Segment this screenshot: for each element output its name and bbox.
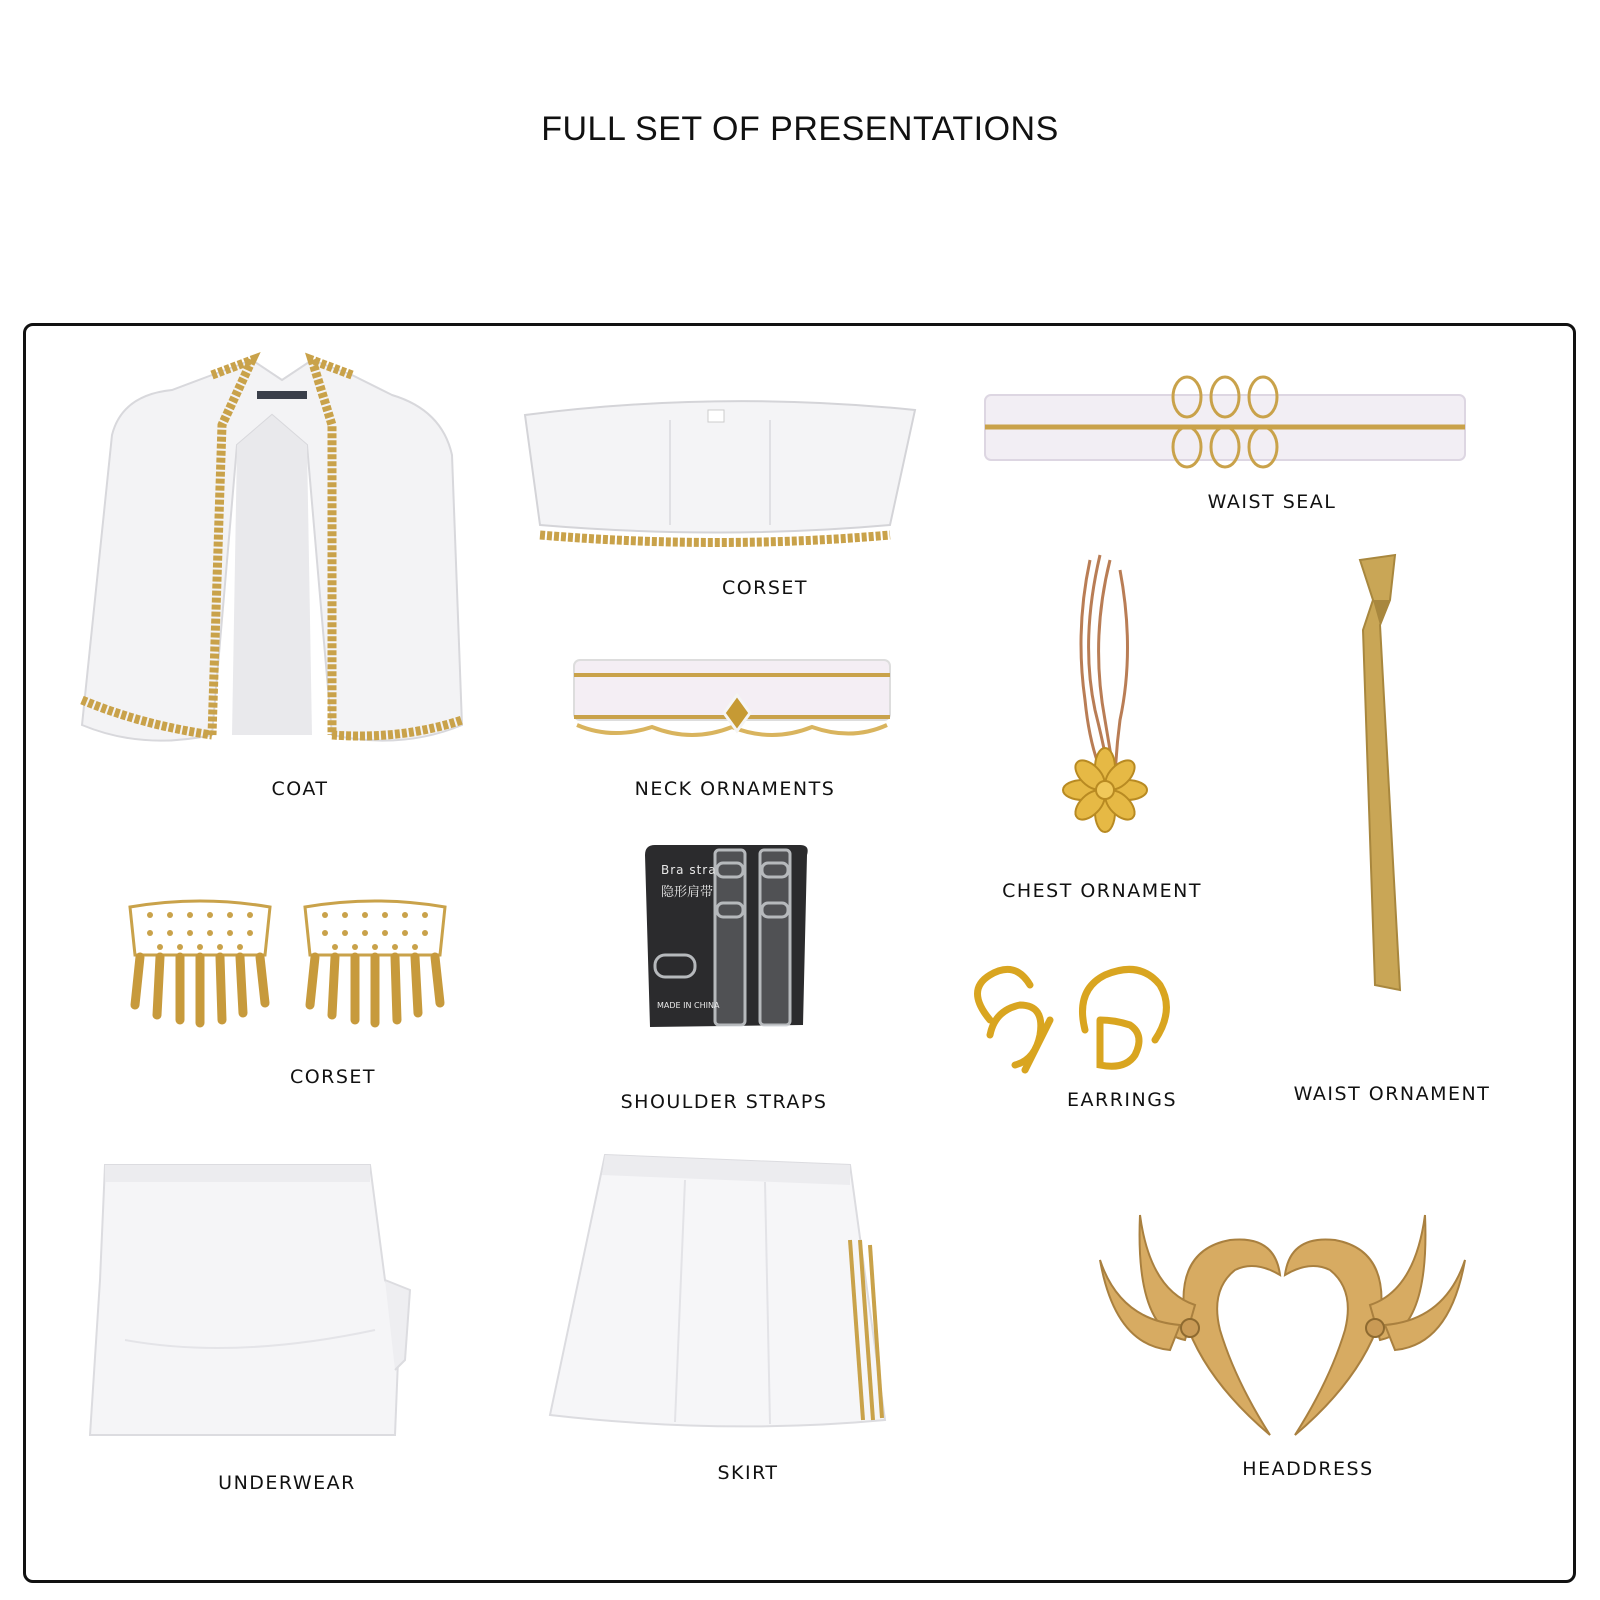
headdress-image xyxy=(1095,1210,1470,1445)
chest-ornament-label: CHEST ORNAMENT xyxy=(1002,880,1202,902)
corset-cuffs-image xyxy=(125,895,470,1030)
packaging-line2: 隐形肩带 xyxy=(661,885,714,900)
underwear-image xyxy=(85,1160,415,1445)
neck-ornaments-image xyxy=(572,655,892,745)
coat-label: COAT xyxy=(271,778,329,800)
earrings-image xyxy=(965,960,1180,1075)
neck-ornaments-label: NECK ORNAMENTS xyxy=(634,778,836,800)
underwear-label: UNDERWEAR xyxy=(218,1472,356,1494)
corset-top-label: CORSET xyxy=(721,577,809,599)
waist-seal-image xyxy=(980,375,1470,470)
waist-ornament-label: WAIST ORNAMENT xyxy=(1293,1083,1491,1105)
waist-ornament-image xyxy=(1345,550,1425,1000)
headdress-label: HEADDRESS xyxy=(1242,1458,1374,1480)
skirt-label: SKIRT xyxy=(717,1462,779,1484)
waist-seal-label: WAIST SEAL xyxy=(1207,491,1337,513)
chest-ornament-image xyxy=(1050,550,1160,835)
earrings-label: EARRINGS xyxy=(1066,1089,1178,1111)
shoulder-straps-label: SHOULDER STRAPS xyxy=(620,1091,828,1113)
packaging-line3: MADE IN CHINA xyxy=(657,1001,720,1010)
shoulder-straps-image xyxy=(645,845,810,1030)
packaging-line1: Bra stra xyxy=(661,863,717,877)
corset-top-image xyxy=(520,385,920,560)
page-title: FULL SET OF PRESENTATIONS xyxy=(541,110,1059,148)
skirt-image xyxy=(545,1150,890,1435)
corset-cuffs-label: CORSET xyxy=(289,1066,377,1088)
coat-image xyxy=(72,355,472,750)
